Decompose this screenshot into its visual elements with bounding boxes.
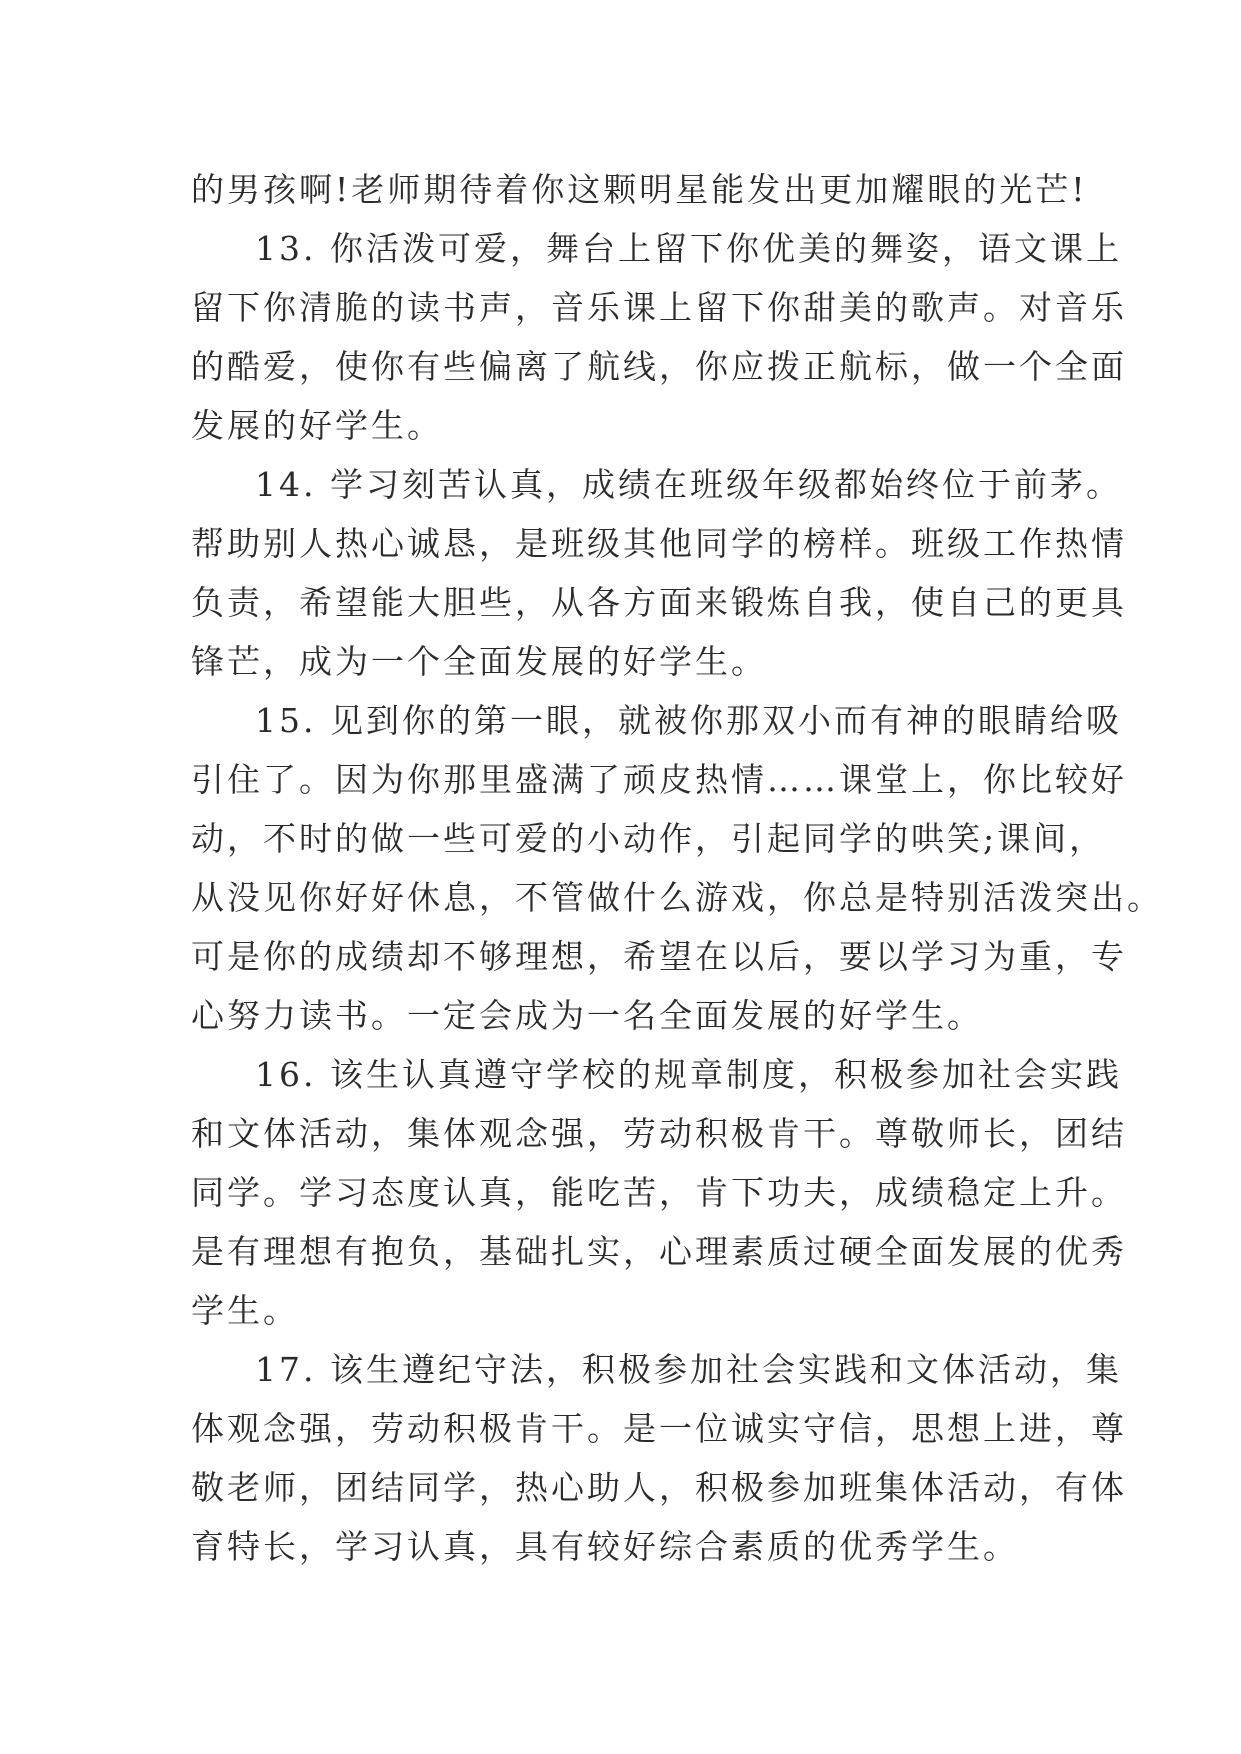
text-line: 引住了。因为你那里盛满了顽皮热情……课堂上，你比较好: [191, 760, 1127, 799]
text-line: 体观念强，劳动积极肯干。是一位诚实守信，思想上进，尊: [191, 1409, 1127, 1448]
text-line: 发展的好学生。: [191, 406, 443, 445]
paragraph-17-start: 17. 该生遵纪守法，积极参加社会实践和文体活动，集: [255, 1350, 1122, 1389]
paragraph-13-start: 13. 你活泼可爱，舞台上留下你优美的舞姿，语文课上: [255, 229, 1122, 268]
text-line: 负责，希望能大胆些，从各方面来锻炼自我，使自己的更具: [191, 583, 1127, 622]
body-text: [191, 160, 1163, 1576]
text-line: 锋芒，成为一个全面发展的好学生。: [191, 642, 767, 681]
text-line: 帮助别人热心诚恳，是班级其他同学的榜样。班级工作热情: [191, 524, 1127, 563]
text-line: 从没见你好好休息，不管做什么游戏，你总是特别活泼突出。: [191, 878, 1163, 917]
text-line: 是有理想有抱负，基础扎实，心理素质过硬全面发展的优秀: [191, 1232, 1127, 1271]
text-line: 留下你清脆的读书声，音乐课上留下你甜美的歌声。对音乐: [191, 288, 1127, 327]
paragraph-15-start: 15. 见到你的第一眼，就被你那双小而有神的眼睛给吸: [255, 701, 1122, 740]
text-line: 的酷爱，使你有些偏离了航线，你应拨正航标，做一个全面: [191, 347, 1127, 386]
text-line: 敬老师，团结同学，热心助人，积极参加班集体活动，有体: [191, 1468, 1127, 1507]
text-line: 同学。学习态度认真，能吃苦，肯下功夫，成绩稳定上升。: [191, 1173, 1127, 1212]
text-line: 和文体活动，集体观念强，劳动积极肯干。尊敬师长，团结: [191, 1114, 1127, 1153]
text-line: 的男孩啊!老师期待着你这颗明星能发出更加耀眼的光芒!: [191, 170, 1088, 209]
text-line: 育特长，学习认真，具有较好综合素质的优秀学生。: [191, 1527, 1019, 1566]
text-line: 动，不时的做一些可爱的小动作，引起同学的哄笑;课间，: [191, 819, 1106, 858]
text-line: 可是你的成绩却不够理想，希望在以后，要以学习为重，专: [191, 937, 1127, 976]
text-line: 心努力读书。一定会成为一名全面发展的好学生。: [191, 996, 983, 1035]
paragraph-16-start: 16. 该生认真遵守学校的规章制度，积极参加社会实践: [255, 1055, 1122, 1094]
paragraph-14-start: 14. 学习刻苦认真，成绩在班级年级都始终位于前茅。: [255, 465, 1122, 504]
text-line: 学生。: [191, 1291, 299, 1330]
